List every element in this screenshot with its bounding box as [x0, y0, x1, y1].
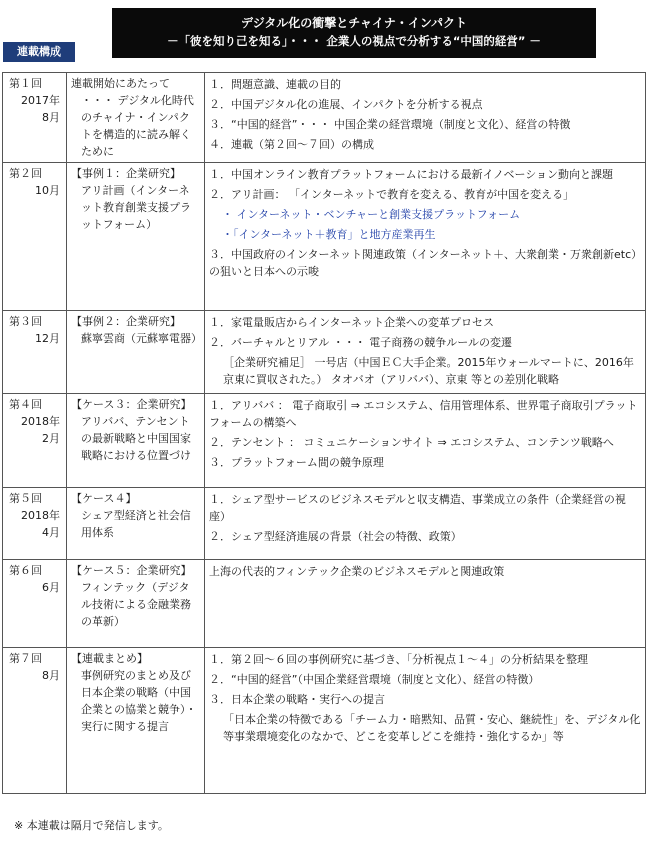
- schedule-table: [2, 72, 646, 794]
- installment-date: 2月: [42, 432, 60, 445]
- installment-date: 6月: [42, 581, 60, 594]
- content-item: 上海の代表的フィンテック企業のビジネスモデルと関連政策: [209, 565, 505, 578]
- content-item: ４．連載（第２回～７回）の構成: [209, 138, 374, 151]
- content-cell: [205, 163, 646, 311]
- content-cell: [205, 560, 646, 648]
- installment-number: 第７回: [9, 652, 42, 665]
- installment-cell: [3, 394, 67, 488]
- installment-date: 2018年: [21, 415, 60, 428]
- series-structure-tag: 連載構成: [3, 42, 75, 62]
- content-item: １．中国オンライン教育プラットフォームにおける最新イノベーション動向と課題: [209, 168, 614, 181]
- content-cell: [205, 394, 646, 488]
- content-item: ３．日本企業の戦略・実行への提言: [209, 693, 385, 706]
- content-cell: [205, 73, 646, 163]
- schedule-row: [3, 163, 646, 311]
- topic-heading: 【事例２：企業研究】: [71, 315, 181, 328]
- installment-date: 8月: [42, 669, 60, 682]
- banner-subtitle: －「彼を知り己を知る」・・・ 企業人の視点で分析する“中国的経営” －: [167, 34, 541, 48]
- schedule-row: [3, 560, 646, 648]
- content-item: １．アリババ ： 電子商取引 ⇒ エコシステム、信用管理体系、世界電子商取引プラットフォームの構築へ: [209, 399, 638, 429]
- topic-description: ・・・ デジタル化時代のチャイナ・インパクトを構造的に読み解くために: [81, 94, 194, 158]
- content-item: １．第２回～６回の事例研究に基づき、「分析視点１～４」の分析結果を整理: [209, 653, 589, 666]
- content-cell: [205, 648, 646, 794]
- content-item: ［企業研究補足］ 一号店（中国ＥＣ大手企業。2015年ウォールマートに、2016年京東に買収された。） タオバオ（アリババ）、京東 等との差別化戦略: [223, 356, 634, 386]
- topic-description: 蘇寧雲商（元蘇寧電器）: [81, 332, 202, 345]
- content-item: １．問題意識、連載の目的: [209, 78, 341, 91]
- topic-description: フィンテック（デジタル技術による金融業務の革新）: [81, 581, 191, 628]
- installment-cell: [3, 163, 67, 311]
- installment-date: 4月: [42, 526, 60, 539]
- topic-cell: [67, 560, 205, 648]
- installment-cell: [3, 488, 67, 560]
- content-item: ・ インターネット・ベンチャーと創業支援プラットフォーム: [222, 208, 521, 221]
- footnote: ※ 本連載は隔月で発信します。: [14, 819, 169, 832]
- topic-heading: 【ケース４】: [71, 492, 137, 505]
- installment-date: 12月: [35, 332, 60, 345]
- installment-date: 10月: [35, 184, 60, 197]
- content-item: ２．“中国的経営”（中国企業経営環境（制度と文化）、経営の特徴）: [209, 673, 540, 686]
- installment-number: 第５回: [9, 492, 42, 505]
- topic-cell: [67, 648, 205, 794]
- content-item: ２．アリ計画： 「インターネットで教育を変える、教育が中国を変える」: [209, 188, 575, 201]
- topic-description: アリ計画（インターネット教育創業支援プラットフォーム）: [81, 184, 191, 231]
- schedule-row: [3, 648, 646, 794]
- schedule-row: [3, 311, 646, 394]
- topic-heading: 【ケース３：企業研究】: [71, 398, 192, 411]
- installment-number: 第４回: [9, 398, 42, 411]
- topic-heading: 【ケース５：企業研究】: [71, 564, 192, 577]
- installment-number: 第３回: [9, 315, 42, 328]
- schedule-row: [3, 488, 646, 560]
- topic-description: 事例研究のまとめ及び日本企業の戦略（中国企業との協業と競争）・実行に関する提言: [81, 669, 197, 733]
- topic-cell: [67, 73, 205, 163]
- topic-description: アリババ、テンセントの最新戦略と中国国家戦略における位置づけ: [81, 415, 191, 462]
- topic-heading: 連載開始にあたって: [71, 77, 170, 90]
- installment-cell: [3, 560, 67, 648]
- banner-title: デジタル化の衝撃とチャイナ・インパクト: [240, 16, 468, 30]
- content-item: ３．中国政府のインターネット関連政策（インターネット＋、大衆創業・万衆創新etc）の狙いと日本への示唆: [209, 248, 637, 278]
- schedule-body: [3, 73, 646, 794]
- content-item: ３．“中国的経営”・・・ 中国企業の経営環境（制度と文化）、経営の特徴: [209, 118, 571, 131]
- schedule-row: [3, 394, 646, 488]
- topic-heading: 【事例１：企業研究】: [71, 167, 181, 180]
- content-item: 「日本企業の特徴である「チーム力・暗黙知、品質・安心、継続性」を、デジタル化等事業環境変化のなかで、どこを変革しどこを維持・強化するか」等: [223, 713, 641, 743]
- content-item: ２．バーチャルとリアル ・・・ 電子商務の競争ルールの変遷: [209, 336, 513, 349]
- installment-date: 2017年: [21, 94, 60, 107]
- series-banner: [112, 8, 596, 58]
- content-item: ２．シェア型経済進展の背景（社会の特徴、政策）: [209, 530, 462, 543]
- topic-cell: [67, 394, 205, 488]
- topic-heading: 【連載まとめ】: [71, 652, 148, 665]
- topic-cell: [67, 488, 205, 560]
- content-item: ２．中国デジタル化の進展、インパクトを分析する視点: [209, 98, 483, 111]
- topic-cell: [67, 311, 205, 394]
- installment-cell: [3, 73, 67, 163]
- installment-number: 第２回: [9, 167, 42, 180]
- content-item: ３．プラットフォーム間の競争原理: [209, 456, 384, 469]
- content-cell: [205, 311, 646, 394]
- topic-description: シェア型経済と社会信用体系: [81, 509, 191, 539]
- content-item: ２．テンセント ： コミュニケーションサイト ⇒ エコシステム、コンテンツ戦略へ: [209, 436, 614, 449]
- content-item: １．家電量販店からインターネット企業への変革プロセス: [209, 316, 495, 329]
- content-cell: [205, 488, 646, 560]
- content-item: １．シェア型サービスのビジネスモデルと収支構造、事業成立の条件（企業経営の視座）: [209, 493, 626, 523]
- installment-cell: [3, 311, 67, 394]
- installment-cell: [3, 648, 67, 794]
- topic-cell: [67, 163, 205, 311]
- content-item: ・「インターネット＋教育」と地方産業再生: [222, 228, 436, 241]
- installment-date: 2018年: [21, 509, 60, 522]
- installment-date: 8月: [42, 111, 60, 124]
- schedule-row: [3, 73, 646, 163]
- installment-number: 第１回: [9, 77, 42, 90]
- installment-number: 第６回: [9, 564, 42, 577]
